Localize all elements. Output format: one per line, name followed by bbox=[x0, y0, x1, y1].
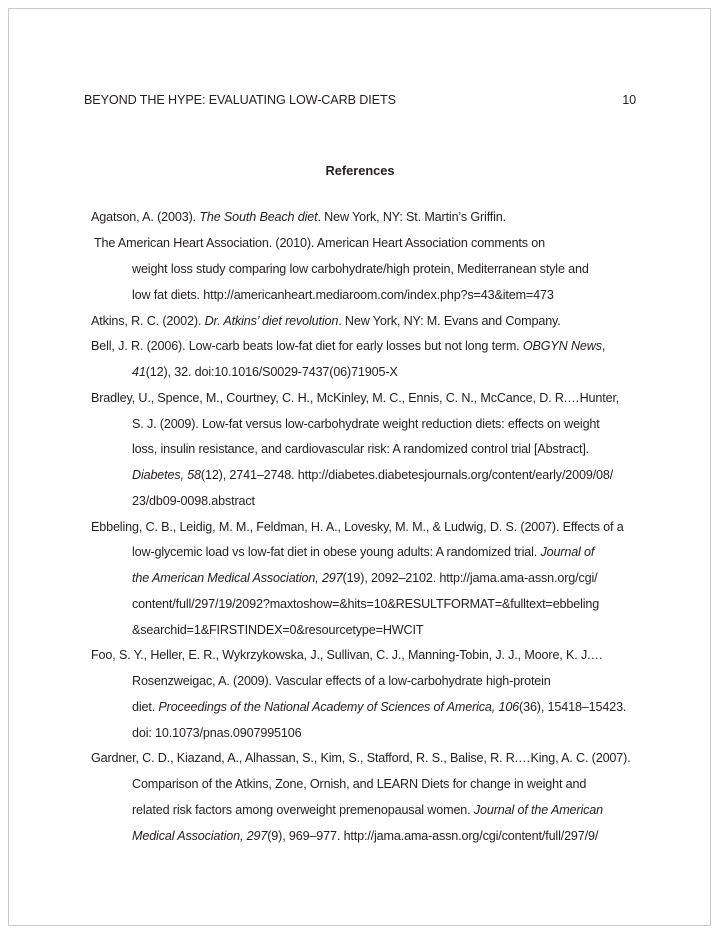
reference-line: 41(12), 32. doi:10.1016/S0029-7437(06)71905-X bbox=[132, 365, 398, 379]
reference-line: Gardner, C. D., Kiazand, A., Alhassan, S., Kim, S., Stafford, R. S., Balise, R. R.…King, A. C. (2007). bbox=[91, 751, 631, 765]
reference-line: diet. Proceedings of the National Academy of Sciences of America, 106(36), 15418–15423. bbox=[132, 700, 627, 714]
reference-line: the American Medical Association, 297(19), 2092–2102. http://jama.ama-assn.org/cgi/ bbox=[132, 571, 598, 585]
reference-line: Bell, J. R. (2006). Low-carb beats low-fat diet for early losses but not long term. OBGYN News, bbox=[91, 339, 606, 353]
references-heading: References bbox=[325, 163, 395, 178]
reference-line: related risk factors among overweight premenopausal women. Journal of the American bbox=[132, 803, 603, 817]
reference-line: 23/db09-0098.abstract bbox=[132, 494, 255, 508]
reference-line: &searchid=1&FIRSTINDEX=0&resourcetype=HWCIT bbox=[132, 623, 424, 637]
reference-line: Rosenzweigac, A. (2009). Vascular effects of a low-carbohydrate high-protein bbox=[132, 674, 551, 688]
reference-line: low fat diets. http://americanheart.mediaroom.com/index.php?s=43&item=473 bbox=[132, 288, 554, 302]
reference-line: low-glycemic load vs low-fat diet in obese young adults: A randomized trial. Journal of bbox=[132, 545, 595, 559]
reference-line: weight loss study comparing low carbohydrate/high protein, Mediterranean style and bbox=[132, 262, 589, 276]
reference-line: content/full/297/19/2092?maxtoshow=&hits=10&RESULTFORMAT=&fulltext=ebbeling bbox=[132, 597, 600, 611]
reference-line: Ebbeling, C. B., Leidig, M. M., Feldman, H. A., Lovesky, M. M., & Ludwig, D. S. (2007). Effects of a bbox=[91, 520, 624, 534]
reference-line: Foo, S. Y., Heller, E. R., Wykrzykowska, J., Sullivan, C. J., Manning-Tobin, J. J., Moore, K. J.… bbox=[91, 648, 603, 662]
reference-line: The American Heart Association. (2010). American Heart Association comments on bbox=[94, 236, 545, 250]
reference-line: S. J. (2009). Low-fat versus low-carbohydrate weight reduction diets: effects on weight bbox=[132, 417, 600, 431]
reference-line: Diabetes, 58(12), 2741–2748. http://diabetes.diabetesjournals.org/content/early/2009/08/ bbox=[132, 468, 614, 482]
reference-line: Comparison of the Atkins, Zone, Ornish, and LEARN Diets for change in weight and bbox=[132, 777, 587, 791]
reference-line: Medical Association, 297(9), 969–977. http://jama.ama-assn.org/cgi/content/full/297/9/ bbox=[132, 829, 599, 843]
reference-line: doi: 10.1073/pnas.0907995106 bbox=[132, 726, 302, 740]
reference-line: Atkins, R. C. (2002). Dr. Atkins’ diet revolution. New York, NY: M. Evans and Company. bbox=[91, 314, 561, 328]
reference-line: Bradley, U., Spence, M., Courtney, C. H., McKinley, M. C., Ennis, C. N., McCance, D. R.…Hunter, bbox=[91, 391, 620, 405]
reference-line: loss, insulin resistance, and cardiovascular risk: A randomized control trial [Abstract]. bbox=[132, 442, 590, 456]
reference-line: Agatson, A. (2003). The South Beach diet. New York, NY: St. Martin’s Griffin. bbox=[91, 210, 507, 224]
page-number: 10 bbox=[622, 93, 636, 107]
running-head-title: BEYOND THE HYPE: EVALUATING LOW-CARB DIETS bbox=[84, 93, 396, 107]
